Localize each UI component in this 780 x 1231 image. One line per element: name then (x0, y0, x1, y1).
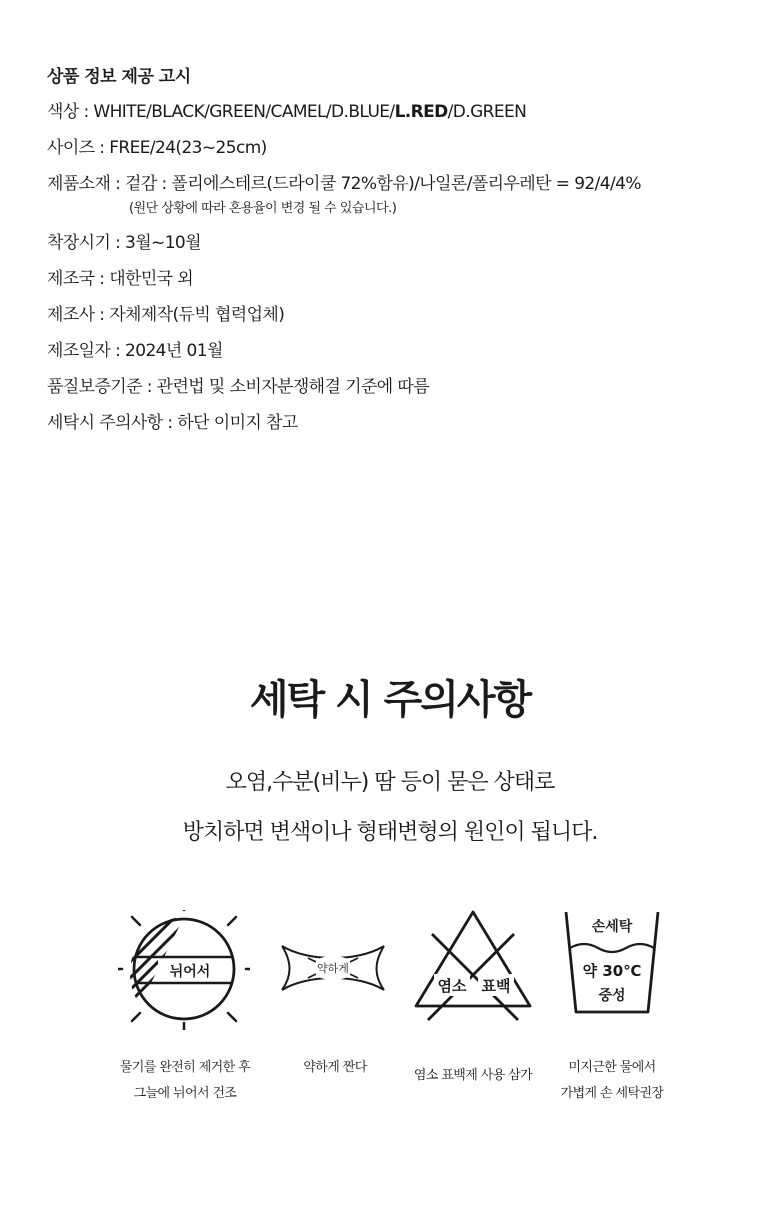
color-row (47, 101, 747, 123)
care-desc-line2: 방치하면 변색이나 형태변형의 원인이 됩니다. (182, 820, 598, 845)
season-row: 착장시기 : 3월~10월 (47, 233, 201, 253)
hand-wash-caption-line1: 미지근한 물에서 (568, 1060, 656, 1075)
product-info (47, 62, 747, 448)
sun-dry-icon (118, 910, 250, 1034)
bleach-label-right: 표백 (481, 977, 511, 995)
product-info-heading: 상품 정보 제공 고시 (47, 67, 191, 87)
no-bleach-caption (393, 1063, 553, 1089)
hand-wash-icon (562, 908, 662, 1024)
care-title: 세탁 시 주의사항 (249, 677, 531, 723)
bleach-label-left: 염소 (437, 977, 467, 995)
manufacturer-row: 제조사 : 자체제작(듀빅 협력업체) (47, 305, 285, 325)
color-highlight: L.RED (394, 102, 448, 122)
hand-wash-caption-line2: 가볍게 손 세탁권장 (560, 1086, 664, 1101)
wring-icon (278, 940, 388, 1000)
wring-caption (255, 1055, 415, 1081)
hand-wash-top-label: 손세탁 (591, 919, 633, 935)
wring-caption-line1: 약하게 짠다 (303, 1060, 367, 1075)
sun-dry-caption-line1: 물기를 완전히 제거한 후 (119, 1060, 251, 1075)
quality-row: 품질보증기준 : 관련법 및 소비자분쟁해결 기준에 따름 (47, 377, 430, 397)
hand-wash-caption (532, 1055, 692, 1107)
color-suffix: /D.GREEN (447, 102, 527, 122)
sun-dry-label: 뉘어서 (169, 964, 211, 980)
country-row: 제조국 : 대한민국 외 (47, 269, 194, 289)
material-row: 제품소재 : 겉감 : 폴리에스테르(드라이쿨 72%함유)/나일론/폴리우레탄 = 92/4/4% (47, 174, 641, 194)
sun-dry-caption (95, 1055, 275, 1107)
hand-wash-temp-label: 약 30℃ (582, 962, 642, 980)
no-bleach-icon (410, 906, 536, 1028)
washing-row: 세탁시 주의사항 : 하단 이미지 참고 (47, 413, 298, 433)
wring-label: 약하게 (317, 962, 349, 975)
color-prefix: 색상 : WHITE/BLACK/GREEN/CAMEL/D.BLUE/ (47, 102, 395, 122)
care-desc-line1: 오염,수분(비누) 땀 등이 묻은 상태로 (225, 770, 555, 795)
sun-dry-caption-line2: 그늘에 뉘어서 건조 (133, 1086, 237, 1101)
date-row: 제조일자 : 2024년 01월 (47, 341, 223, 361)
material-note: (원단 상황에 따라 혼용율이 변경 될 수 있습니다.) (129, 201, 397, 216)
size-row: 사이즈 : FREE/24(23~25cm) (47, 138, 267, 158)
hand-wash-bottom-label: 중성 (598, 988, 626, 1004)
no-bleach-caption-line1: 염소 표백제 사용 삼가 (413, 1068, 533, 1083)
